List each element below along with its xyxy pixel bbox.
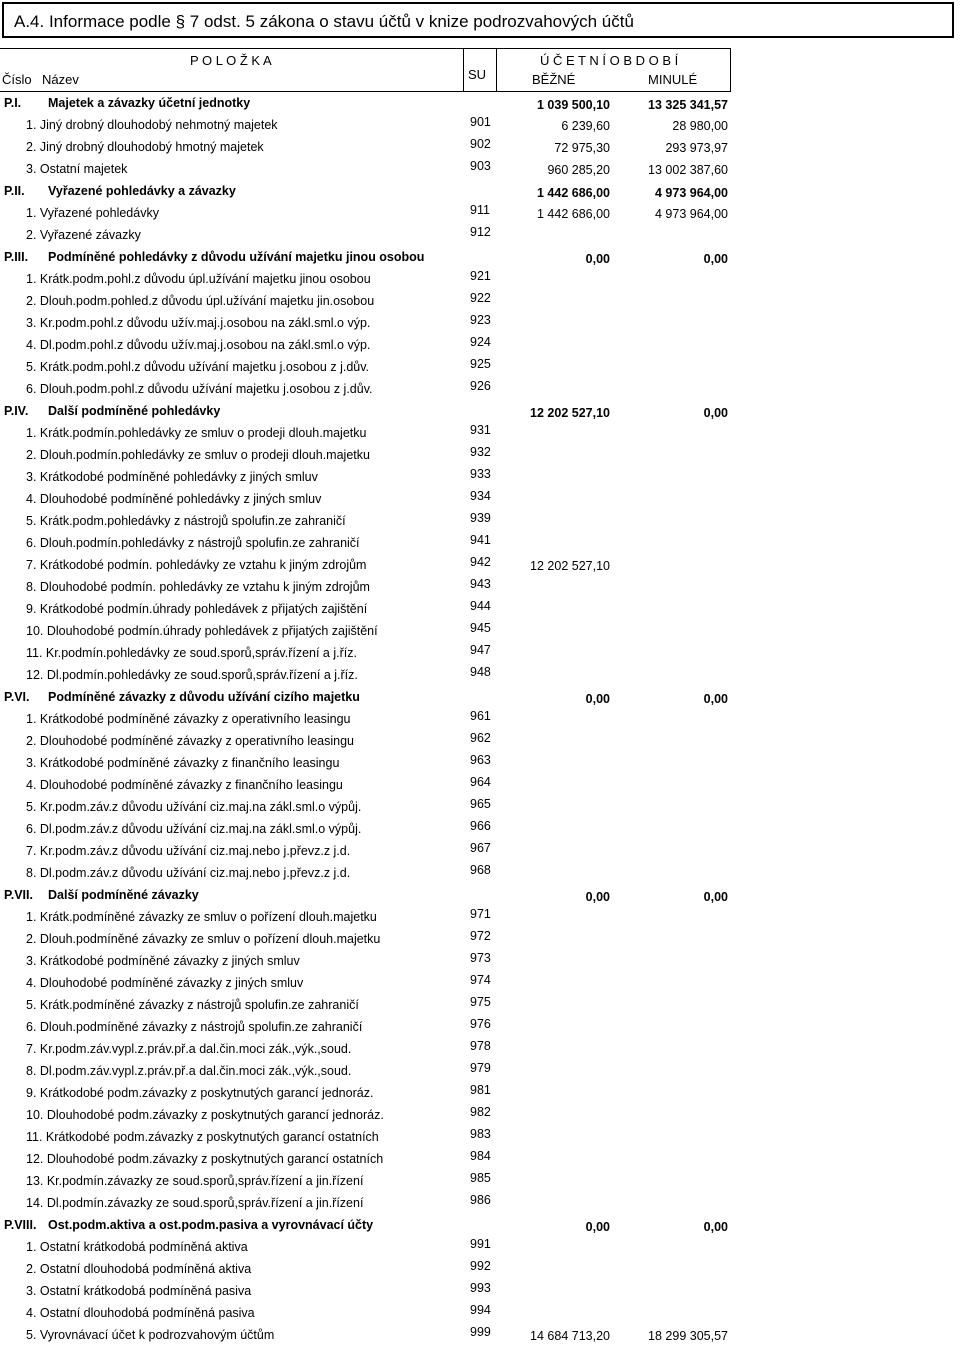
row-current-value: 0,00	[585, 252, 610, 266]
table-row	[0, 796, 960, 818]
row-su: 992	[470, 1259, 491, 1273]
row-name: 10. Dlouhodobé podm.závazky z poskytnutých garancí jednoráz.	[26, 1108, 384, 1122]
row-previous-value: 0,00	[703, 252, 728, 266]
row-current-value: 1 442 686,00	[537, 207, 610, 221]
row-su: 901	[470, 115, 491, 129]
row-su: 976	[470, 1017, 491, 1031]
table-row	[0, 752, 960, 774]
row-name: 8. Dl.podm.záv.z důvodu užívání ciz.maj.nebo j.převz.z j.d.	[26, 866, 351, 880]
row-su: 963	[470, 753, 491, 767]
table-row	[0, 378, 960, 400]
row-su: 986	[470, 1193, 491, 1207]
row-su: 975	[470, 995, 491, 1009]
table-row	[0, 1016, 960, 1038]
row-previous-value: 28 980,00	[672, 119, 728, 133]
row-name: 3. Ostatní majetek	[26, 162, 128, 176]
table-row	[0, 422, 960, 444]
row-current-value: 0,00	[585, 1220, 610, 1234]
table-section-row	[0, 92, 960, 114]
row-name: 1. Jiný drobný dlouhodobý nehmotný majetek	[26, 118, 278, 132]
row-name: 1. Krátk.podmín.pohledávky ze smluv o prodeji dlouh.majetku	[26, 426, 367, 440]
row-name: 3. Krátkodobé podmíněné závazky z finančního leasingu	[26, 756, 340, 770]
table-body	[0, 92, 960, 1346]
table-row	[0, 488, 960, 510]
row-previous-value: 13 002 387,60	[648, 163, 728, 177]
row-su: 922	[470, 291, 491, 305]
table-row	[0, 818, 960, 840]
row-name: 11. Kr.podmín.pohledávky ze soud.sporů,správ.řízení a j.říz.	[26, 646, 357, 660]
row-name: 3. Ostatní krátkodobá podmíněná pasiva	[26, 1284, 252, 1298]
row-name: 6. Dl.podm.záv.z důvodu užívání ciz.maj.na zákl.sml.o výpůj.	[26, 822, 362, 836]
row-su: 902	[470, 137, 491, 151]
row-name: 7. Krátkodobé podmín. pohledávky ze vztahu k jiným zdrojům	[26, 558, 367, 572]
table-row	[0, 774, 960, 796]
table-row	[0, 906, 960, 928]
row-previous-value: 293 973,97	[665, 141, 728, 155]
row-code: P.I.	[4, 96, 22, 110]
row-su: 967	[470, 841, 491, 855]
row-name: 5. Kr.podm.záv.z důvodu užívání ciz.maj.na zákl.sml.o výpůj.	[26, 800, 362, 814]
table-row	[0, 1236, 960, 1258]
table-row	[0, 444, 960, 466]
row-su: 982	[470, 1105, 491, 1119]
row-name: 2. Dlouh.podmín.pohledávky ze smluv o prodeji dlouh.majetku	[26, 448, 370, 462]
row-su: 979	[470, 1061, 491, 1075]
row-su: 941	[470, 533, 491, 547]
row-su: 925	[470, 357, 491, 371]
row-su: 994	[470, 1303, 491, 1317]
row-name: 4. Dl.podm.pohl.z důvodu užív.maj.j.osobou na zákl.sml.o výp.	[26, 338, 371, 352]
table-section-row	[0, 400, 960, 422]
row-su: 985	[470, 1171, 491, 1185]
header-divider-su-right	[496, 48, 497, 92]
table-section-row	[0, 246, 960, 268]
row-su: 931	[470, 423, 491, 437]
row-name: Podmíněné závazky z důvodu užívání cizího majetku	[48, 690, 360, 704]
header-divider-su-left	[463, 48, 464, 92]
row-su: 932	[470, 445, 491, 459]
row-name: 4. Dlouhodobé podmíněné závazky z jiných smluv	[26, 976, 304, 990]
header-bezne: BĚŽNÉ	[532, 72, 576, 87]
row-su: 942	[470, 555, 491, 569]
table-row	[0, 202, 960, 224]
row-su: 962	[470, 731, 491, 745]
row-previous-value: 0,00	[703, 406, 728, 420]
table-row	[0, 466, 960, 488]
table-row	[0, 1038, 960, 1060]
row-current-value: 1 039 500,10	[537, 98, 610, 112]
row-previous-value: 0,00	[703, 890, 728, 904]
header-minule: MINULÉ	[648, 72, 698, 87]
table-row	[0, 510, 960, 532]
row-code: P.IV.	[4, 404, 29, 418]
table-row	[0, 1126, 960, 1148]
row-name: 5. Krátk.podmíněné závazky z nástrojů spolufin.ze zahraničí	[26, 998, 359, 1012]
table-row	[0, 224, 960, 246]
row-name: 1. Ostatní krátkodobá podmíněná aktiva	[26, 1240, 248, 1254]
row-name: 8. Dl.podm.záv.vypl.z.práv.př.a dal.čin.moci zák.,výk.,soud.	[26, 1064, 352, 1078]
table-row	[0, 334, 960, 356]
row-name: 1. Vyřazené pohledávky	[26, 206, 159, 220]
row-su: 966	[470, 819, 491, 833]
header-cislo: Číslo	[2, 72, 32, 87]
row-name: 2. Dlouh.podm.pohled.z důvodu úpl.užívání majetku jin.osobou	[26, 294, 375, 308]
row-su: 983	[470, 1127, 491, 1141]
table-row	[0, 356, 960, 378]
row-name: 1. Krátkodobé podmíněné závazky z operativního leasingu	[26, 712, 351, 726]
row-name: 2. Vyřazené závazky	[26, 228, 141, 242]
table-row	[0, 1192, 960, 1214]
header-nazev: Název	[42, 72, 79, 87]
row-code: P.VII.	[4, 888, 33, 902]
row-name: 1. Krátk.podm.pohl.z důvodu úpl.užívání majetku jinou osobou	[26, 272, 371, 286]
row-su: 947	[470, 643, 491, 657]
row-name: Další podmíněné závazky	[48, 888, 199, 902]
row-su: 943	[470, 577, 491, 591]
table-row	[0, 620, 960, 642]
table-row	[0, 928, 960, 950]
row-su: 944	[470, 599, 491, 613]
row-previous-value: 4 973 964,00	[655, 207, 728, 221]
row-name: 11. Krátkodobé podm.závazky z poskytnutých garancí ostatních	[26, 1130, 379, 1144]
row-name: 12. Dl.podmín.pohledávky ze soud.sporů,správ.řízení a j.říz.	[26, 668, 358, 682]
table-row	[0, 950, 960, 972]
table-row	[0, 862, 960, 884]
row-current-value: 1 442 686,00	[537, 186, 610, 200]
row-previous-value: 4 973 964,00	[655, 186, 728, 200]
row-su: 971	[470, 907, 491, 921]
table-row	[0, 1324, 960, 1346]
table-row	[0, 972, 960, 994]
table-row	[0, 1258, 960, 1280]
row-name: 13. Kr.podmín.závazky ze soud.sporů,správ.řízení a jin.řízení	[26, 1174, 364, 1188]
row-name: 5. Vyrovnávací účet k podrozvahovým účtům	[26, 1328, 275, 1342]
row-current-value: 12 202 527,10	[530, 406, 610, 420]
row-name: 4. Dlouhodobé podmíněné závazky z finančního leasingu	[26, 778, 343, 792]
row-su: 973	[470, 951, 491, 965]
table-row	[0, 532, 960, 554]
row-su: 978	[470, 1039, 491, 1053]
row-previous-value: 18 299 305,57	[648, 1329, 728, 1343]
table-row	[0, 268, 960, 290]
row-name: 2. Ostatní dlouhodobá podmíněná aktiva	[26, 1262, 252, 1276]
row-name: 7. Kr.podm.záv.vypl.z.práv.př.a dal.čin.moci zák.,výk.,soud.	[26, 1042, 352, 1056]
table-row	[0, 708, 960, 730]
row-code: P.III.	[4, 250, 29, 264]
header-obdobi: Ú Č E T N Í O B D O B Í	[540, 53, 679, 68]
row-su: 972	[470, 929, 491, 943]
row-current-value: 6 239,60	[561, 119, 610, 133]
row-name: 3. Krátkodobé podmíněné pohledávky z jiných smluv	[26, 470, 318, 484]
row-name: 3. Kr.podm.pohl.z důvodu užív.maj.j.osobou na zákl.sml.o výp.	[26, 316, 371, 330]
row-name: 9. Krátkodobé podmín.úhrady pohledávek z přijatých zajištění	[26, 602, 368, 616]
section-title-box	[2, 2, 954, 38]
header-top-line	[0, 48, 730, 49]
row-su: 934	[470, 489, 491, 503]
row-su: 933	[470, 467, 491, 481]
table-row	[0, 1104, 960, 1126]
row-su: 948	[470, 665, 491, 679]
row-code: P.VIII.	[4, 1218, 37, 1232]
table-row	[0, 664, 960, 686]
row-su: 981	[470, 1083, 491, 1097]
table-row	[0, 1302, 960, 1324]
row-su: 911	[470, 203, 490, 217]
table-row	[0, 840, 960, 862]
row-name: 5. Krátk.podm.pohledávky z nástrojů spolufin.ze zahraničí	[26, 514, 346, 528]
table-row	[0, 554, 960, 576]
section-title: A.4. Informace podle § 7 odst. 5 zákona o stavu účtů v knize podrozvahových účtů	[14, 12, 634, 31]
row-current-value: 960 285,20	[547, 163, 610, 177]
row-su: 939	[470, 511, 491, 525]
row-name: 5. Krátk.podm.pohl.z důvodu užívání majetku j.osobou z j.dův.	[26, 360, 370, 374]
row-su: 993	[470, 1281, 491, 1295]
row-su: 999	[470, 1325, 491, 1339]
row-name: Podmíněné pohledávky z důvodu užívání majetku jinou osobou	[48, 250, 425, 264]
table-row	[0, 1148, 960, 1170]
table-row	[0, 158, 960, 180]
table-section-row	[0, 884, 960, 906]
header-right-border	[730, 48, 731, 92]
table-row	[0, 642, 960, 664]
row-su: 984	[470, 1149, 491, 1163]
row-current-value: 12 202 527,10	[530, 559, 610, 573]
row-su: 961	[470, 709, 491, 723]
row-name: 3. Krátkodobé podmíněné závazky z jiných smluv	[26, 954, 300, 968]
row-name: 2. Dlouh.podmíněné závazky ze smluv o pořízení dlouh.majetku	[26, 932, 381, 946]
row-su: 968	[470, 863, 491, 877]
row-name: 9. Krátkodobé podm.závazky z poskytnutých garancí jednoráz.	[26, 1086, 374, 1100]
row-current-value: 72 975,30	[554, 141, 610, 155]
row-code: P.VI.	[4, 690, 30, 704]
table-row	[0, 994, 960, 1016]
header-polozka: P O L O Ž K A	[190, 53, 272, 68]
table-row	[0, 576, 960, 598]
row-name: 6. Dlouh.podm.pohl.z důvodu užívání majetku j.osobou z j.dův.	[26, 382, 373, 396]
row-name: 2. Jiný drobný dlouhodobý hmotný majetek	[26, 140, 264, 154]
row-current-value: 0,00	[585, 692, 610, 706]
row-name: 4. Ostatní dlouhodobá podmíněná pasiva	[26, 1306, 255, 1320]
row-su: 903	[470, 159, 491, 173]
row-su: 923	[470, 313, 491, 327]
table-row	[0, 598, 960, 620]
row-su: 965	[470, 797, 491, 811]
table-row	[0, 114, 960, 136]
row-name: 14. Dl.podmín.závazky ze soud.sporů,správ.řízení a jin.řízení	[26, 1196, 364, 1210]
row-previous-value: 13 325 341,57	[648, 98, 728, 112]
row-su: 912	[470, 225, 491, 239]
row-previous-value: 0,00	[703, 1220, 728, 1234]
row-name: 7. Kr.podm.záv.z důvodu užívání ciz.maj.nebo j.převz.z j.d.	[26, 844, 351, 858]
table-row	[0, 1280, 960, 1302]
row-name: 4. Dlouhodobé podmíněné pohledávky z jiných smluv	[26, 492, 322, 506]
table-row	[0, 290, 960, 312]
table-row	[0, 1060, 960, 1082]
row-name: 6. Dlouh.podmíněné závazky z nástrojů spolufin.ze zahraničí	[26, 1020, 363, 1034]
row-code: P.II.	[4, 184, 25, 198]
row-su: 964	[470, 775, 491, 789]
table-row	[0, 1082, 960, 1104]
row-current-value: 14 684 713,20	[530, 1329, 610, 1343]
row-name: 8. Dlouhodobé podmín. pohledávky ze vztahu k jiným zdrojům	[26, 580, 370, 594]
row-previous-value: 0,00	[703, 692, 728, 706]
row-name: Další podmíněné pohledávky	[48, 404, 221, 418]
row-su: 926	[470, 379, 491, 393]
row-su: 974	[470, 973, 491, 987]
header-su: SU	[468, 67, 487, 82]
table-section-row	[0, 1214, 960, 1236]
table-row	[0, 312, 960, 334]
row-name: 12. Dlouhodobé podm.závazky z poskytnutých garancí ostatních	[26, 1152, 384, 1166]
row-name: Majetek a závazky účetní jednotky	[48, 96, 251, 110]
table-row	[0, 136, 960, 158]
row-su: 924	[470, 335, 491, 349]
row-name: Vyřazené pohledávky a závazky	[48, 184, 236, 198]
row-name: Ost.podm.aktiva a ost.podm.pasiva a vyrovnávací účty	[48, 1218, 374, 1232]
row-current-value: 0,00	[585, 890, 610, 904]
row-su: 921	[470, 269, 491, 283]
row-su: 945	[470, 621, 491, 635]
table-row	[0, 1170, 960, 1192]
table-section-row	[0, 686, 960, 708]
row-name: 10. Dlouhodobé podmín.úhrady pohledávek z přijatých zajištění	[26, 624, 378, 638]
row-name: 2. Dlouhodobé podmíněné závazky z operativního leasingu	[26, 734, 354, 748]
table-row	[0, 730, 960, 752]
row-su: 991	[470, 1237, 491, 1251]
row-name: 6. Dlouh.podmín.pohledávky z nástrojů spolufin.ze zahraničí	[26, 536, 360, 550]
row-name: 1. Krátk.podmíněné závazky ze smluv o pořízení dlouh.majetku	[26, 910, 377, 924]
table-section-row	[0, 180, 960, 202]
